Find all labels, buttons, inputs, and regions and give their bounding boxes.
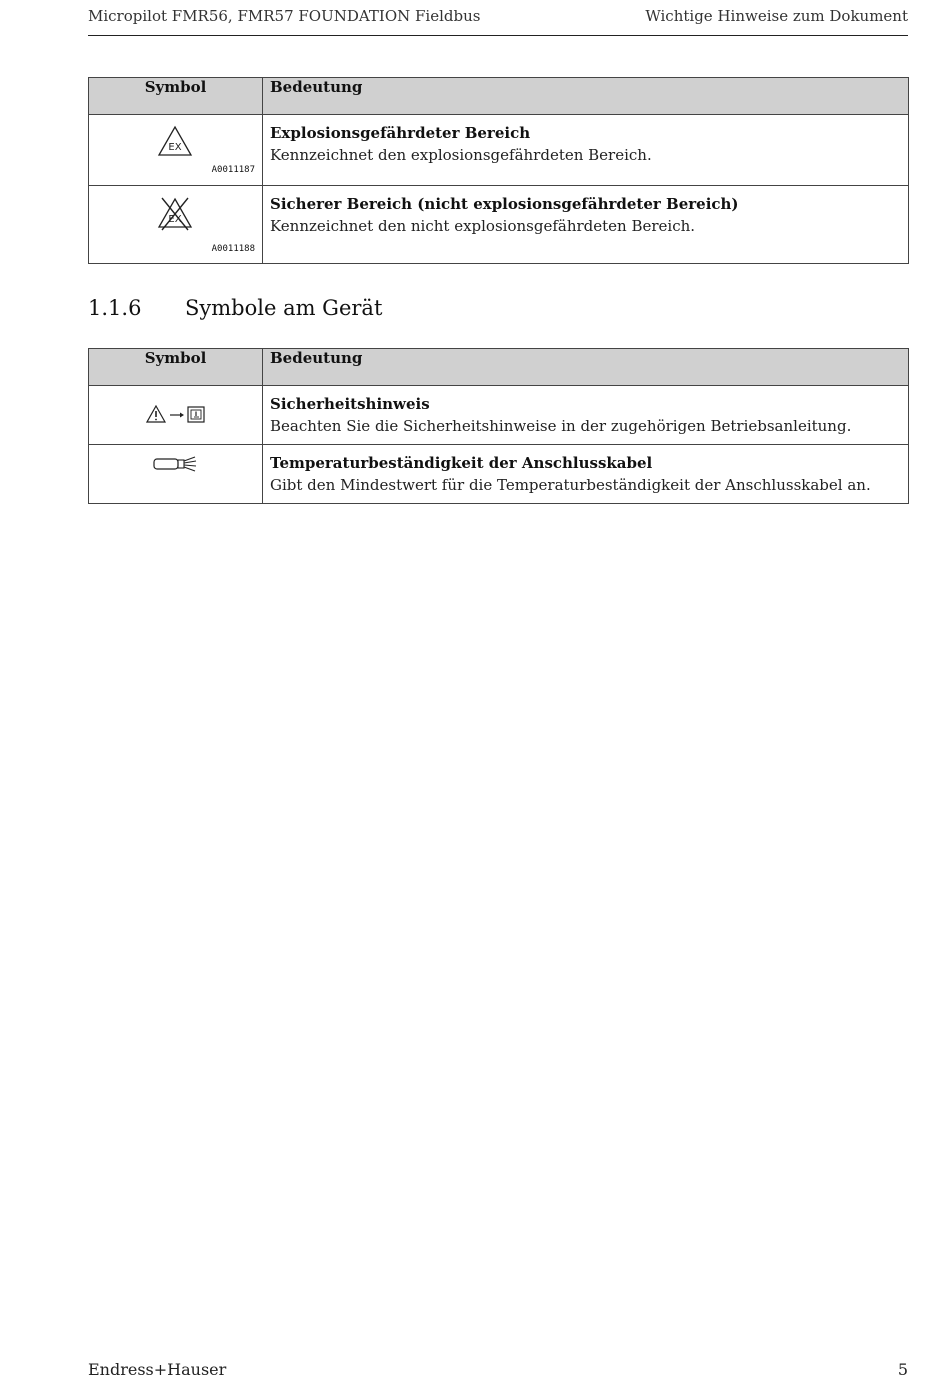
figure-code: A0011187 [211,165,255,175]
meaning-title: Sicherheitshinweis [270,395,430,413]
column-header-symbol: Symbol [89,349,263,386]
ex-label: EX [168,214,182,225]
figure-code: A0011188 [211,244,255,254]
meaning-text: Gibt den Mindestwert für die Temperaturbeständigkeit der Anschlusskabel an. [270,476,871,494]
symbol-cell [89,386,263,445]
meaning-text: Kennzeichnet den explosionsgefährdeten Bereich. [270,146,652,164]
header-document-title: Micropilot FMR56, FMR57 FOUNDATION Fieldbus [88,7,481,25]
hazard-area-symbol-table [88,77,909,264]
table-row [89,386,909,445]
meaning-title: Sicherer Bereich (nicht explosionsgefährdeter Bereich) [270,195,739,213]
safe-area-icon [157,196,193,232]
page-header [88,5,908,36]
explosion-hazard-icon [157,125,193,157]
column-header-meaning: Bedeutung [263,349,909,386]
meaning-title: Explosionsgefährdeter Bereich [270,124,531,142]
meaning-cell [263,445,909,504]
column-header-symbol: Symbol [89,78,263,115]
symbol-cell [89,186,263,264]
meaning-cell [263,186,909,264]
section-heading [88,296,382,320]
table-row [89,186,909,264]
meaning-text: Beachten Sie die Sicherheitshinweise in der zugehörigen Betriebsanleitung. [270,417,852,435]
table-header-row [89,78,909,115]
section-number: 1.1.6 [88,296,142,320]
meaning-cell [263,115,909,186]
table-row [89,445,909,504]
device-symbol-table [88,348,909,504]
meaning-text: Kennzeichnet den nicht explosionsgefährdeten Bereich. [270,217,696,235]
header-chapter-title: Wichtige Hinweise zum Dokument [645,7,908,25]
meaning-cell [263,386,909,445]
page-number: 5 [897,1360,908,1379]
meaning-title: Temperaturbeständigkeit der Anschlusskabel [270,454,653,472]
section-title: Symbole am Gerät [185,296,383,320]
page-footer [88,1360,908,1379]
symbol-cell [89,445,263,504]
table-row [89,115,909,186]
footer-company: Endress+Hauser [88,1360,227,1379]
ex-label: EX [168,142,182,153]
symbol-cell [89,115,263,186]
table-header-row [89,349,909,386]
safety-instructions-icon [146,405,208,425]
connection-cable-icon [153,455,199,473]
column-header-meaning: Bedeutung [263,78,909,115]
